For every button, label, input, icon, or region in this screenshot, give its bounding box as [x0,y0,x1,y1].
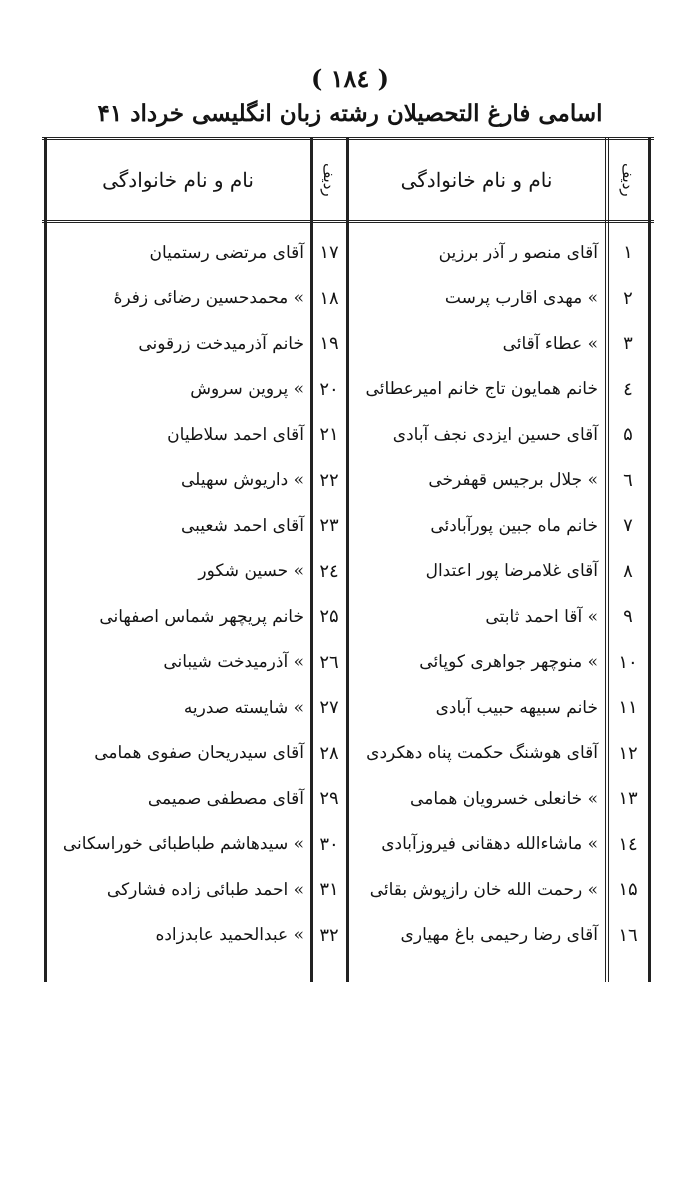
header-name-left: نام و نام خانوادگی [102,168,254,192]
table-row [42,640,654,686]
row-number-right: ۱ [623,242,633,264]
graduate-name-right: آقای هوشنگ حکمت پناه دهکردی [366,743,598,764]
graduate-name-right: » منوچهر جواهری کوپائی [419,652,598,673]
graduate-name-left: آقای مصطفی صمیمی [147,788,304,809]
row-number-left: ۲۷ [319,697,339,719]
table-body [42,230,654,958]
row-number-left: ۲٦ [319,651,339,673]
graduate-name-left: آقای سیدریحان صفوی همامی [94,743,304,764]
page-number: ( ۱۸٤ ) [310,64,390,93]
row-number-right: ٦ [623,469,633,491]
graduate-name-right: خانم همایون تاج خانم امیرعطائی [365,379,598,400]
row-number-right: ۱٤ [618,833,638,855]
graduate-name-right: » رحمت الله خان رازپوش بقائی [369,879,598,900]
table-row [42,594,654,640]
graduate-name-right: » ماشاءالله دهقانی فیروزآبادی [381,834,598,855]
header-radif-right-label: ردیف [619,163,637,197]
table-row [42,822,654,868]
graduate-name-right: آقای غلامرضا پور اعتدال [425,561,598,582]
row-number-left: ۲۱ [319,424,339,446]
graduate-name-right: خانم سبیهه حبیب آبادی [435,697,598,718]
graduate-name-left: آقای احمد شعیبی [180,515,304,536]
table-row [42,776,654,822]
row-number-right: ٤ [623,378,633,400]
row-number-right: ۱۰ [618,651,638,673]
graduate-name-left: » عبدالحمید عابدزاده [155,925,304,946]
row-number-left: ۲۸ [319,742,339,764]
row-number-left: ۱۸ [319,287,339,309]
graduate-name-left: آقای مرتضی رستمیان [149,242,304,263]
graduate-name-left: خانم پریچهر شماس اصفهانی [99,606,304,627]
graduate-name-right: آقای منصو ر آذر برزین [438,242,598,263]
row-number-left: ۳۱ [319,879,339,901]
table-row [42,230,654,276]
row-number-right: ۱۵ [618,879,638,901]
row-number-right: ۱۲ [618,742,638,764]
row-number-right: ۳ [623,333,633,355]
graduate-name-right: » خانعلی خسرویان همامی [410,788,598,809]
row-number-left: ۳۰ [319,833,339,855]
row-number-left: ۲۵ [319,606,339,628]
graduate-name-left: » محمدحسین رضائی زفرهٔ [113,288,304,309]
graduate-name-left: » احمد طبائی زاده فشارکی [106,879,304,900]
row-number-left: ۲٤ [319,560,339,582]
row-number-right: ۵ [623,424,633,446]
graduate-name-right: » آقا احمد ثابتی [485,606,598,627]
table-row [42,367,654,413]
row-number-left: ۱۷ [319,242,339,264]
graduate-name-left: آقای احمد سلاطیان [167,424,304,445]
header-radif-right [610,145,646,215]
table-row [42,731,654,777]
table-row [42,503,654,549]
graduate-name-left: » سیدهاشم طباطبائی خوراسکانی [62,834,304,855]
table-row [42,913,654,959]
row-number-right: ۱٦ [618,924,638,946]
row-number-right: ۷ [623,515,633,537]
row-number-right: ۱۳ [618,788,638,810]
row-number-left: ۲۲ [319,469,339,491]
row-number-left: ۲۹ [319,788,339,810]
table-row [42,276,654,322]
graduate-name-left: » شایسته صدریه [183,697,304,718]
table-row [42,685,654,731]
table-row [42,458,654,504]
header-radif-left-label: ردیف [320,163,338,197]
row-number-right: ۹ [623,606,633,628]
graduate-name-left: » آذرمیدخت شیبانی [163,652,304,673]
graduate-name-right: » جلال برجیس قهفرخی [428,470,598,491]
row-number-left: ۱۹ [319,333,339,355]
graduate-name-left: خانم آذرمیدخت زرقونی [138,333,304,354]
graduate-name-right: آقای رضا رحیمی باغ مهیاری [400,925,598,946]
graduates-table [42,137,654,982]
row-number-left: ۳۲ [319,924,339,946]
row-number-right: ۸ [623,560,633,582]
table-row [42,321,654,367]
header-name-right: نام و نام خانوادگی [400,168,553,192]
table-row [42,412,654,458]
graduate-name-left: » حسین شکور [198,561,304,582]
graduate-name-right: » مهدی اقارب پرست [444,288,598,309]
row-number-right: ۲ [623,287,633,309]
graduate-name-right: » عطاء آقائی [502,333,598,354]
table-row [42,867,654,913]
graduate-name-left: » داریوش سهیلی [181,470,304,491]
graduate-name-right: خانم ماه جبین پورآبادئی [430,515,598,536]
graduate-name-right: آقای حسین ایزدی نجف آبادی [392,424,598,445]
row-number-right: ۱۱ [618,697,638,719]
table-row [42,549,654,595]
row-number-left: ۲۰ [319,378,339,400]
page-title: اسامی فارغ التحصیلان رشته زبان انگلیسی خرداد ۴۱ [97,100,603,127]
graduate-name-left: » پروین سروش [190,379,304,400]
row-number-left: ۲۳ [319,515,339,537]
header-radif-left [314,145,344,215]
